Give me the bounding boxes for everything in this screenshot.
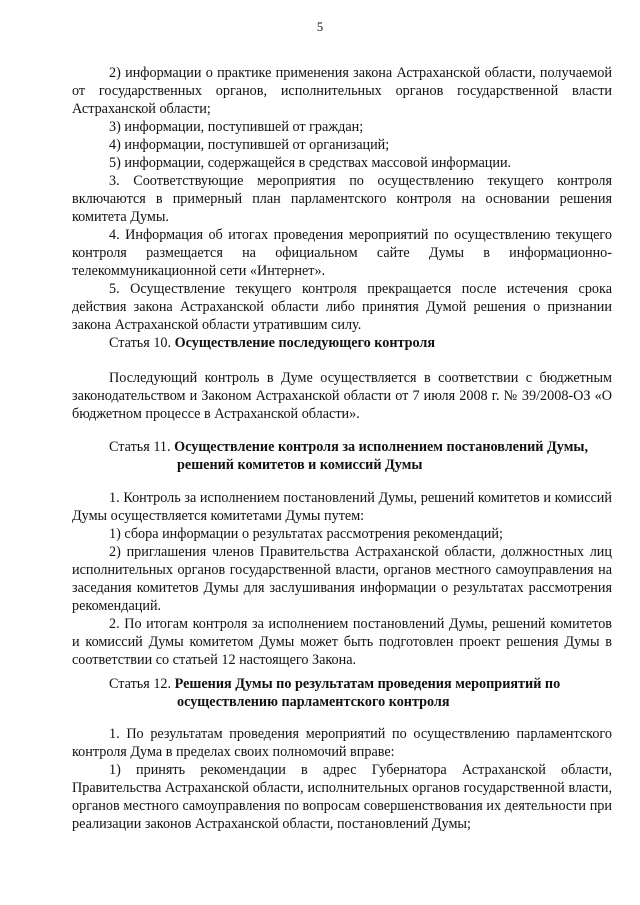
article9-continuation [72,64,612,334]
paragraph: 3) информации, поступившей от граждан; [109,119,364,135]
article11-body [72,489,612,669]
article-title-line1: Решения Думы по результатам проведения мероприятий по [174,676,561,692]
paragraph: 2. По итогам контроля за исполнением постановлений Думы, решений комитетов и комиссий Думы комитетом Думы может быть подготовлен проект решения Думы в соответствии со статьей 12 настоящего Закона. [72,616,612,668]
article-label: Статья 10. [109,335,172,351]
page-number: 5 [316,20,324,34]
article10-body [72,369,612,423]
article-title: Осуществление последующего контроля [174,335,436,351]
paragraph: 1) сбора информации о результатах рассмотрения рекомендаций; [109,526,503,542]
paragraph: 4. Информация об итогах проведения мероприятий по осуществлению текущего контроля размещается на официальном сайте Думы в информационно-телекоммуникационной сети «Интернет». [72,227,612,279]
paragraph: 5. Осуществление текущего контроля прекращается после истечения срока действия закона Астраханской области либо принятия Думой решения о признании закона Астраханской области утратившим силу. [72,281,612,333]
article12-body [72,725,612,833]
paragraph: 1. По результатам проведения мероприятий по осуществлению парламентского контроля Дума в пределах своих полномочий вправе: [72,726,612,760]
paragraph: 5) информации, содержащейся в средствах массовой информации. [109,155,512,171]
article11-heading [72,438,612,474]
article-label: Статья 11. [109,439,171,455]
paragraph: 4) информации, поступившей от организаций; [109,137,390,153]
paragraph: 1) принять рекомендации в адрес Губернатора Астраханской области, Правительства Астраханской области, исполнительных органов государственной власти, органов местного самоуправления по вопросам совершенствования их деятельности при реализации законов Астраханской области, постановлений Думы; [72,762,612,832]
article12-heading [72,675,612,711]
article10-heading [72,334,612,352]
paragraph: 2) информации о практике применения закона Астраханской области, получаемой от государственных органов, исполнительных органов государственной власти Астраханской области; [72,65,612,117]
paragraph: 3. Соответствующие мероприятия по осуществлению текущего контроля включаются в примерный план парламентского контроля на основании решения комитета Думы. [72,173,612,225]
paragraph: Последующий контроль в Думе осуществляется в соответствии с бюджетным законодательством и Законом Астраханской области от 7 июля 2008 г. № 39/2008-ОЗ «О бюджетном процессе в Астраханской области». [72,370,612,422]
article-title-line1: Осуществление контроля за исполнением постановлений Думы, [174,439,588,455]
article-label: Статья 12. [109,676,172,692]
paragraph: 2) приглашения членов Правительства Астраханской области, должностных лиц исполнительных органов государственной власти, органов местного самоуправления на заседания комитетов Думы для заслушивания информации о результатах рассмотрения рекомендаций. [72,544,612,614]
article-title-line2: решений комитетов и комиссий Думы [177,457,423,473]
article-title-line2: осуществлению парламентского контроля [177,694,450,710]
paragraph: 1. Контроль за исполнением постановлений Думы, решений комитетов и комиссий Думы осуществляется комитетами Думы путем: [72,490,612,524]
